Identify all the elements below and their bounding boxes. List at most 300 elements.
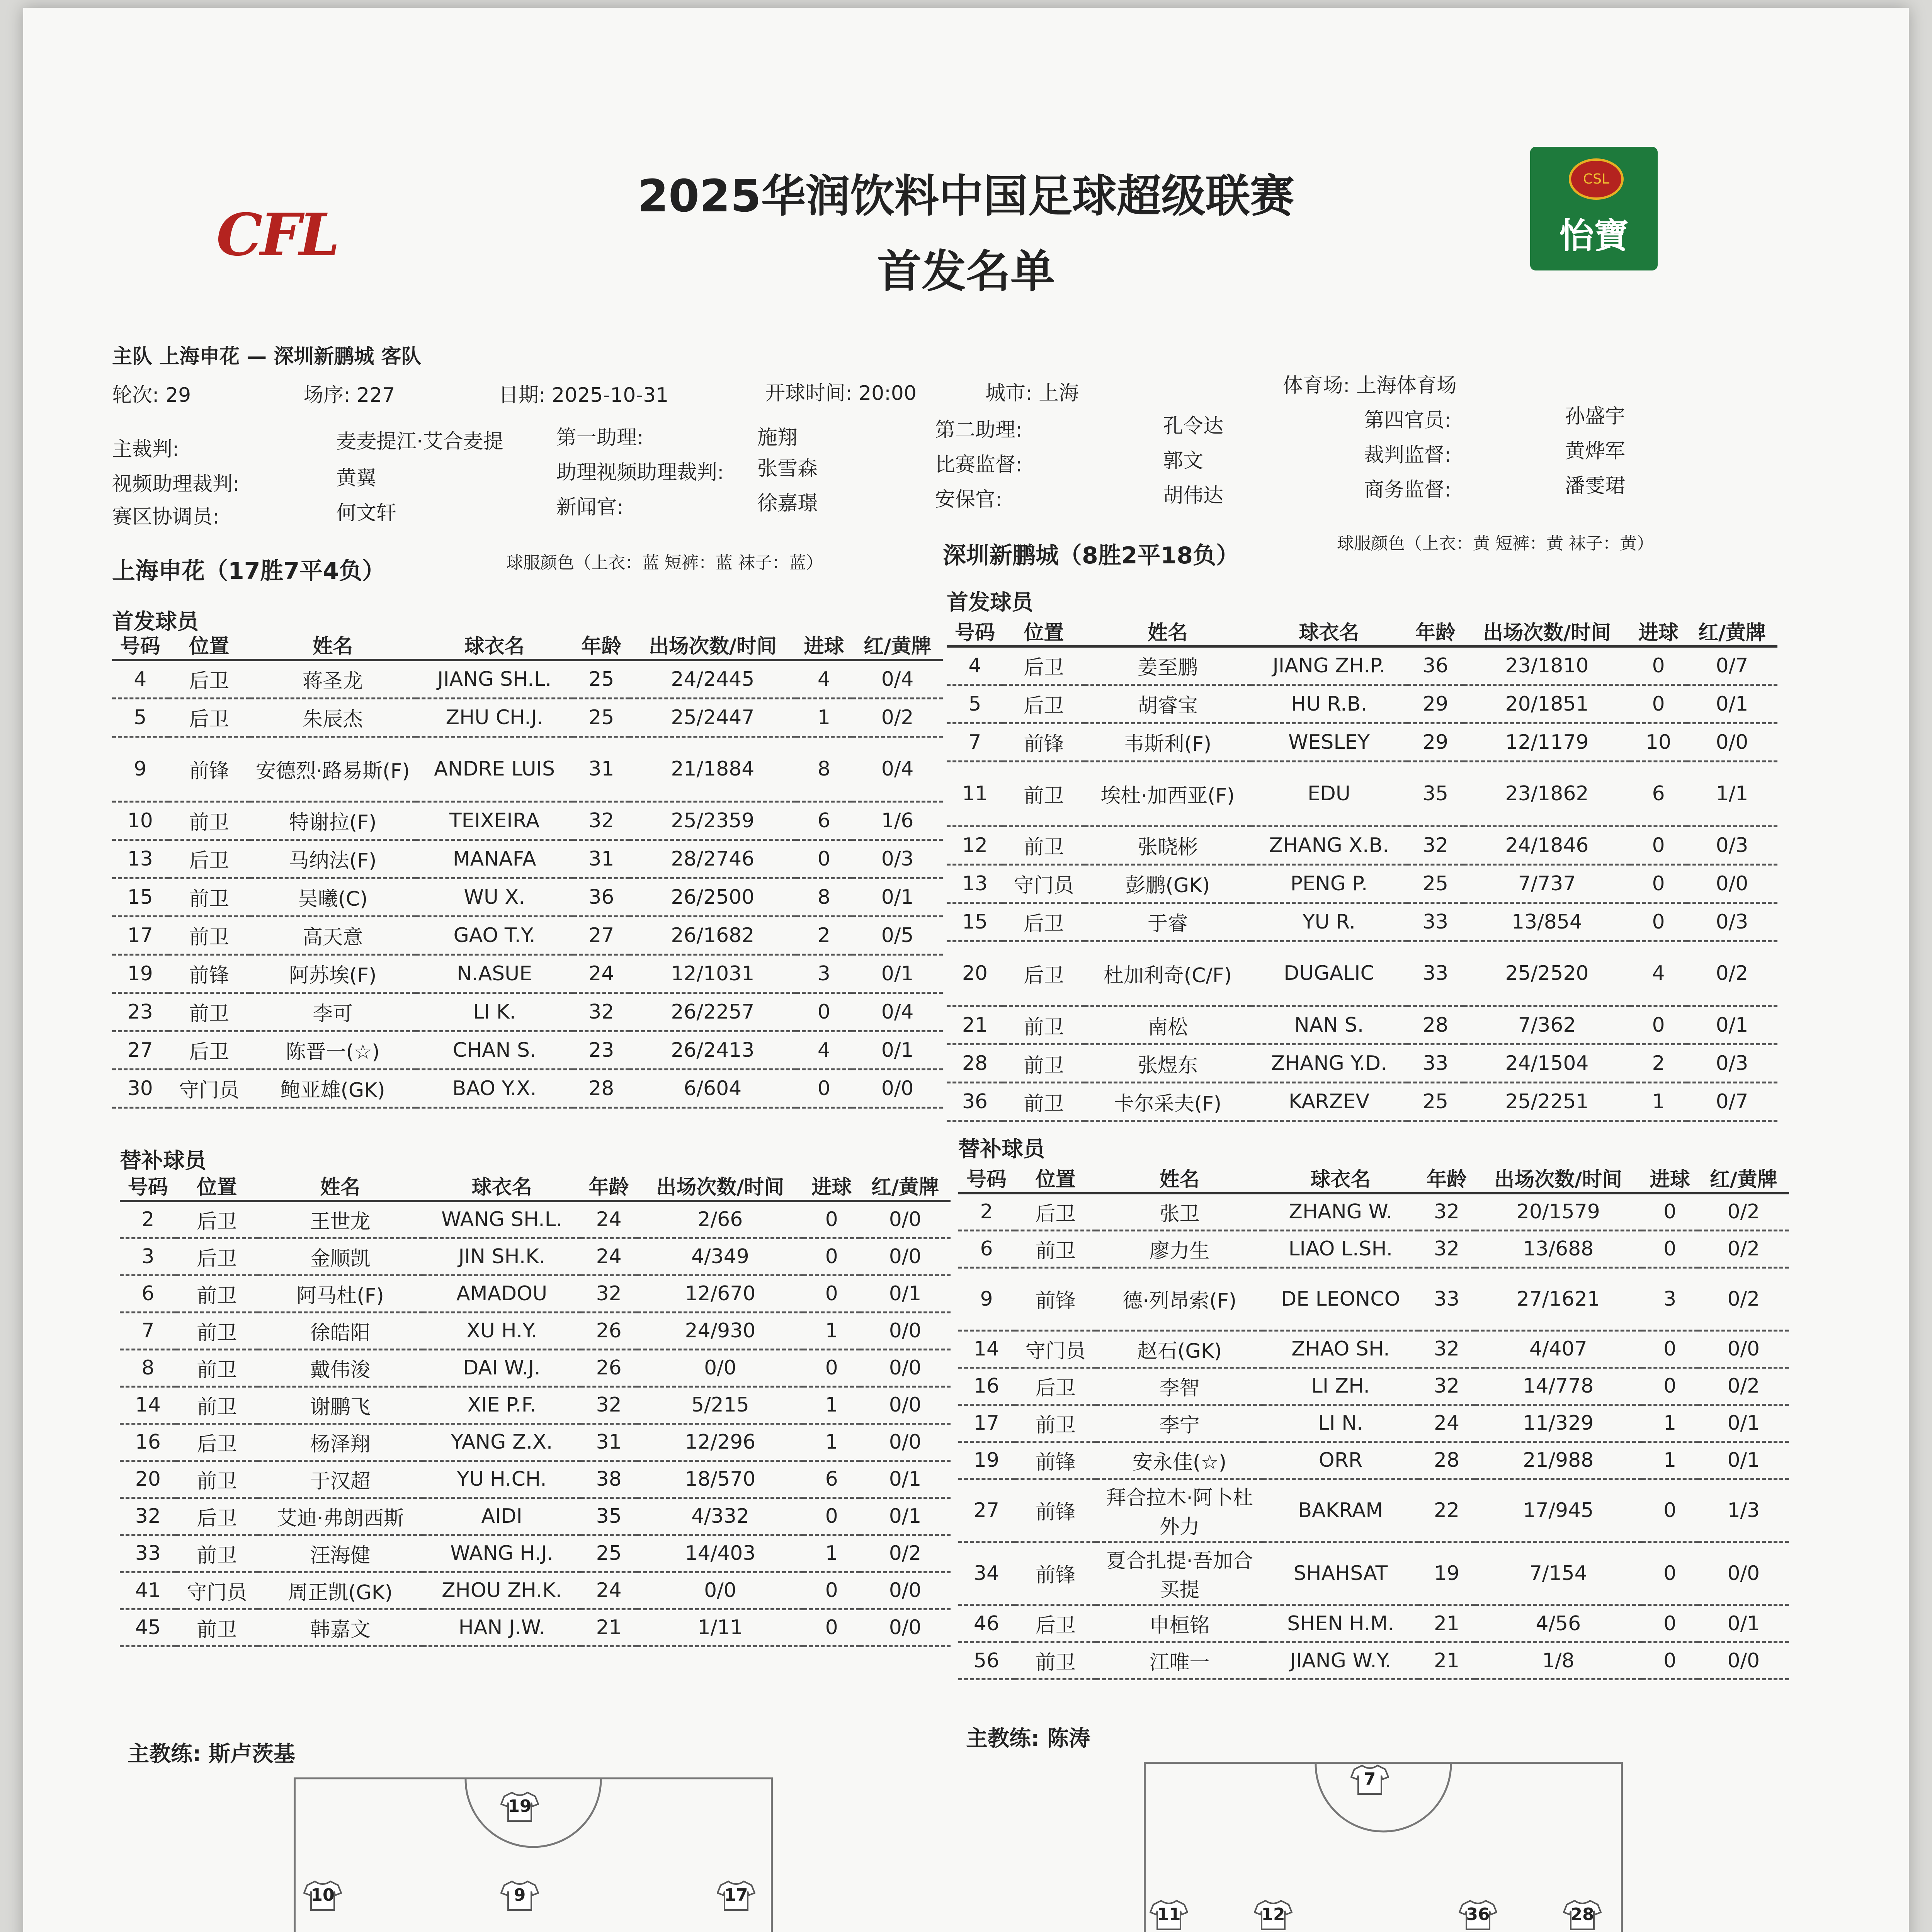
player-age: 32 bbox=[1418, 1367, 1475, 1405]
player-appearances: 25/2251 bbox=[1464, 1083, 1630, 1121]
official-label: 助理视频助理裁判: bbox=[556, 461, 724, 484]
player-number: 21 bbox=[947, 1006, 1003, 1044]
player-name: 高天意 bbox=[250, 916, 416, 954]
shirt-icon bbox=[1563, 1899, 1602, 1930]
player-goals: 0 bbox=[1642, 1193, 1698, 1230]
player-number: 2 bbox=[958, 1193, 1015, 1230]
player-cards: 0/0 bbox=[860, 1423, 951, 1461]
player-goals: 2 bbox=[796, 916, 852, 954]
player-age: 36 bbox=[1407, 646, 1464, 685]
table-row bbox=[958, 1442, 1789, 1479]
table-row bbox=[112, 993, 943, 1031]
home-starters-label: 首发球员 bbox=[112, 609, 199, 634]
player-appearances: 26/2500 bbox=[629, 878, 796, 916]
player-age: 21 bbox=[1418, 1642, 1475, 1679]
table-row bbox=[120, 1461, 951, 1498]
player-position: 后卫 bbox=[1003, 685, 1085, 723]
date-value: 2025-10-31 bbox=[552, 384, 669, 407]
column-header: 号码 bbox=[947, 616, 1003, 646]
date-label: 日期: bbox=[498, 384, 546, 407]
player-age: 26 bbox=[581, 1349, 637, 1386]
player-shirt-name: WANG SH.L. bbox=[423, 1201, 580, 1238]
player-appearances: 12/670 bbox=[637, 1275, 804, 1312]
official-label: 视频助理裁判: bbox=[112, 473, 240, 496]
player-goals: 6 bbox=[803, 1461, 860, 1498]
player-cards: 0/2 bbox=[860, 1535, 951, 1572]
player-goals: 0 bbox=[1630, 826, 1687, 864]
player-position: 守门员 bbox=[176, 1572, 258, 1609]
player-age: 29 bbox=[1407, 723, 1464, 761]
player-name: 杜加利奇(C/F) bbox=[1085, 941, 1251, 1006]
player-name: 胡睿宝 bbox=[1085, 685, 1251, 723]
player-appearances: 21/1884 bbox=[629, 736, 796, 801]
player-number: 16 bbox=[120, 1423, 176, 1461]
table-row bbox=[947, 826, 1777, 864]
player-name: 张晓彬 bbox=[1085, 826, 1251, 864]
player-age: 24 bbox=[1418, 1405, 1475, 1442]
player-number: 27 bbox=[112, 1031, 168, 1069]
player-name: 汪海健 bbox=[258, 1535, 423, 1572]
round-label: 轮次: bbox=[112, 384, 159, 407]
player-goals: 8 bbox=[796, 736, 852, 801]
player-age: 32 bbox=[1418, 1230, 1475, 1267]
player-number: 17 bbox=[958, 1405, 1015, 1442]
player-age: 28 bbox=[1407, 1006, 1464, 1044]
player-name: 埃杜·加西亚(F) bbox=[1085, 761, 1251, 826]
sheet-title: 首发名单 bbox=[877, 246, 1055, 298]
player-cards: 0/1 bbox=[860, 1498, 951, 1535]
player-number: 14 bbox=[958, 1330, 1015, 1367]
player-age: 31 bbox=[581, 1423, 637, 1461]
player-age: 31 bbox=[573, 736, 629, 801]
table-row bbox=[120, 1498, 951, 1535]
player-number: 7 bbox=[947, 723, 1003, 761]
column-header: 进球 bbox=[1630, 616, 1687, 646]
player-cards: 0/2 bbox=[1698, 1193, 1789, 1230]
player-shirt-name: YU R. bbox=[1251, 903, 1407, 941]
player-age: 32 bbox=[581, 1386, 637, 1423]
player-name: 李可 bbox=[250, 993, 416, 1031]
player-shirt-name: KARZEV bbox=[1251, 1083, 1407, 1121]
player-appearances: 21/988 bbox=[1475, 1442, 1642, 1479]
player-age: 19 bbox=[1418, 1542, 1475, 1605]
player-shirt-name: AIDI bbox=[423, 1498, 580, 1535]
player-appearances: 6/604 bbox=[629, 1069, 796, 1107]
player-goals: 0 bbox=[803, 1201, 860, 1238]
away-coach: 陈涛 bbox=[1047, 1726, 1090, 1751]
player-shirt-name: BAKRAM bbox=[1263, 1479, 1418, 1542]
player-goals: 0 bbox=[1630, 646, 1687, 685]
player-name: 特谢拉(F) bbox=[250, 801, 416, 840]
kickoff-value: 20:00 bbox=[859, 382, 917, 405]
shirt-number: 17 bbox=[724, 1885, 748, 1905]
player-name: 韩嘉文 bbox=[258, 1609, 423, 1646]
official-label: 主裁判: bbox=[112, 438, 179, 461]
column-header: 球衣名 bbox=[423, 1171, 580, 1201]
player-goals: 1 bbox=[803, 1535, 860, 1572]
player-number: 27 bbox=[958, 1479, 1015, 1542]
player-name: 谢鹏飞 bbox=[258, 1386, 423, 1423]
table-row bbox=[947, 685, 1777, 723]
player-shirt-name: CHAN S. bbox=[416, 1031, 573, 1069]
player-position: 前卫 bbox=[1015, 1230, 1096, 1267]
table-row bbox=[958, 1605, 1789, 1642]
player-number: 19 bbox=[112, 954, 168, 993]
player-cards: 0/0 bbox=[860, 1386, 951, 1423]
player-position: 前锋 bbox=[1003, 723, 1085, 761]
player-number: 34 bbox=[958, 1542, 1015, 1605]
table-row bbox=[947, 1044, 1777, 1083]
match-no-label: 场序: bbox=[303, 384, 350, 407]
player-cards: 0/1 bbox=[852, 954, 943, 993]
player-appearances: 14/778 bbox=[1475, 1367, 1642, 1405]
player-cards: 0/4 bbox=[852, 993, 943, 1031]
player-name: 阿马杜(F) bbox=[258, 1275, 423, 1312]
player-shirt-name: WESLEY bbox=[1251, 723, 1407, 761]
player-cards: 0/0 bbox=[1698, 1542, 1789, 1605]
player-shirt-name: TEIXEIRA bbox=[416, 801, 573, 840]
player-number: 56 bbox=[958, 1642, 1015, 1679]
player-number: 2 bbox=[120, 1201, 176, 1238]
player-shirt-name: N.ASUE bbox=[416, 954, 573, 993]
table-row bbox=[120, 1201, 951, 1238]
player-number: 16 bbox=[958, 1367, 1015, 1405]
player-position: 后卫 bbox=[1003, 646, 1085, 685]
player-shirt-name: ZHU CH.J. bbox=[416, 698, 573, 736]
table-row bbox=[947, 1006, 1777, 1044]
player-goals: 2 bbox=[1630, 1044, 1687, 1083]
table-row bbox=[958, 1367, 1789, 1405]
player-name: 韦斯利(F) bbox=[1085, 723, 1251, 761]
player-appearances: 12/1179 bbox=[1464, 723, 1630, 761]
official-label: 第四官员: bbox=[1364, 409, 1451, 432]
player-name: 鲍亚雄(GK) bbox=[250, 1069, 416, 1107]
player-goals: 0 bbox=[1642, 1542, 1698, 1605]
player-name: 陈晋一(☆) bbox=[250, 1031, 416, 1069]
player-number: 4 bbox=[947, 646, 1003, 685]
player-cards: 0/1 bbox=[1698, 1605, 1789, 1642]
city-value: 上海 bbox=[1039, 382, 1079, 405]
player-goals: 0 bbox=[803, 1498, 860, 1535]
player-age: 36 bbox=[573, 878, 629, 916]
player-goals: 0 bbox=[1630, 1006, 1687, 1044]
player-cards: 0/5 bbox=[852, 916, 943, 954]
table-row bbox=[120, 1312, 951, 1349]
player-appearances: 23/1810 bbox=[1464, 646, 1630, 685]
player-number: 46 bbox=[958, 1605, 1015, 1642]
column-header: 姓名 bbox=[1085, 616, 1251, 646]
player-appearances: 11/329 bbox=[1475, 1405, 1642, 1442]
table-row bbox=[958, 1479, 1789, 1542]
column-header: 号码 bbox=[112, 630, 168, 660]
player-appearances: 4/56 bbox=[1475, 1605, 1642, 1642]
home-team-header: 上海申花（17胜7平4负） bbox=[112, 558, 385, 585]
player-position: 后卫 bbox=[1015, 1367, 1096, 1405]
player-shirt-name: DAI W.J. bbox=[423, 1349, 580, 1386]
player-age: 24 bbox=[581, 1572, 637, 1609]
player-appearances: 18/570 bbox=[637, 1461, 804, 1498]
player-cards: 0/1 bbox=[1698, 1442, 1789, 1479]
player-age: 32 bbox=[581, 1275, 637, 1312]
away-coach-label: 主教练: bbox=[966, 1726, 1040, 1751]
table-row bbox=[120, 1535, 951, 1572]
match-no-value: 227 bbox=[357, 384, 395, 407]
player-age: 35 bbox=[581, 1498, 637, 1535]
player-position: 后卫 bbox=[168, 1031, 250, 1069]
player-appearances: 24/930 bbox=[637, 1312, 804, 1349]
player-number: 9 bbox=[958, 1267, 1015, 1330]
player-cards: 0/1 bbox=[1687, 685, 1777, 723]
player-number: 4 bbox=[112, 660, 168, 698]
player-cards: 0/2 bbox=[1687, 941, 1777, 1006]
player-cards: 0/3 bbox=[1687, 1044, 1777, 1083]
table-row bbox=[112, 801, 943, 840]
player-goals: 1 bbox=[803, 1386, 860, 1423]
away-kit-colors: 球服颜色（上衣：黄 短裤：黄 袜子：黄） bbox=[1337, 534, 1654, 553]
table-row bbox=[120, 1572, 951, 1609]
player-position: 前卫 bbox=[168, 801, 250, 840]
official-name: 黄翼 bbox=[336, 467, 377, 490]
player-position: 前锋 bbox=[168, 954, 250, 993]
player-position: 前卫 bbox=[168, 878, 250, 916]
player-appearances: 13/688 bbox=[1475, 1230, 1642, 1267]
round-value: 29 bbox=[165, 384, 191, 407]
official-label: 安保官: bbox=[935, 488, 1002, 511]
table-row bbox=[947, 723, 1777, 761]
official-name: 胡伟达 bbox=[1163, 484, 1224, 507]
player-cards: 0/1 bbox=[852, 1031, 943, 1069]
player-shirt-name: XIE P.F. bbox=[423, 1386, 580, 1423]
player-name: 朱辰杰 bbox=[250, 698, 416, 736]
shirt-number: 19 bbox=[508, 1796, 532, 1816]
official-label: 比赛监督: bbox=[935, 453, 1022, 476]
player-shirt-name: WANG H.J. bbox=[423, 1535, 580, 1572]
player-cards: 0/0 bbox=[1687, 864, 1777, 903]
player-position: 前卫 bbox=[1015, 1642, 1096, 1679]
player-number: 15 bbox=[947, 903, 1003, 941]
player-name: 申桓铭 bbox=[1096, 1605, 1262, 1642]
player-name: 周正凯(GK) bbox=[258, 1572, 423, 1609]
column-header: 号码 bbox=[958, 1163, 1015, 1193]
player-position: 后卫 bbox=[168, 660, 250, 698]
player-shirt-name: WU X. bbox=[416, 878, 573, 916]
player-position: 前卫 bbox=[168, 916, 250, 954]
home-kit-colors: 球服颜色（上衣：蓝 短裤：蓝 袜子：蓝） bbox=[506, 553, 823, 573]
player-shirt-name: BAO Y.X. bbox=[416, 1069, 573, 1107]
player-position: 前锋 bbox=[1015, 1479, 1096, 1542]
player-name: 廖力生 bbox=[1096, 1230, 1262, 1267]
cfl-logo: CFL bbox=[216, 201, 338, 269]
player-shirt-name: ORR bbox=[1263, 1442, 1418, 1479]
player-goals: 0 bbox=[803, 1349, 860, 1386]
player-cards: 0/0 bbox=[1698, 1642, 1789, 1679]
stadium-value: 上海体育场 bbox=[1356, 374, 1457, 397]
player-position: 前卫 bbox=[176, 1312, 258, 1349]
player-name: 拜合拉木·阿卜杜外力 bbox=[1096, 1479, 1262, 1542]
player-cards: 0/1 bbox=[852, 878, 943, 916]
player-shirt-name: JIANG SH.L. bbox=[416, 660, 573, 698]
player-goals: 3 bbox=[796, 954, 852, 993]
home-starters-table bbox=[112, 630, 943, 1109]
player-appearances: 17/945 bbox=[1475, 1479, 1642, 1542]
away-subs-table bbox=[958, 1163, 1789, 1680]
official-name: 张雪森 bbox=[757, 457, 818, 480]
table-row bbox=[112, 736, 943, 801]
table-row bbox=[958, 1642, 1789, 1679]
player-name: 江唯一 bbox=[1096, 1642, 1262, 1679]
player-goals: 3 bbox=[1642, 1267, 1698, 1330]
player-age: 21 bbox=[1418, 1605, 1475, 1642]
player-shirt-name: ZHANG X.B. bbox=[1251, 826, 1407, 864]
player-cards: 0/0 bbox=[860, 1349, 951, 1386]
shirt-number: 36 bbox=[1466, 1905, 1490, 1924]
player-number: 45 bbox=[120, 1609, 176, 1646]
player-number: 20 bbox=[120, 1461, 176, 1498]
column-header: 出场次数/时间 bbox=[629, 630, 796, 660]
player-appearances: 1/8 bbox=[1475, 1642, 1642, 1679]
player-age: 32 bbox=[1418, 1330, 1475, 1367]
player-cards: 0/0 bbox=[860, 1312, 951, 1349]
player-position: 后卫 bbox=[1003, 941, 1085, 1006]
player-position: 前锋 bbox=[1015, 1267, 1096, 1330]
player-number: 36 bbox=[947, 1083, 1003, 1121]
player-shirt-name: SHAHSAT bbox=[1263, 1542, 1418, 1605]
player-goals: 1 bbox=[1630, 1083, 1687, 1121]
table-row bbox=[958, 1405, 1789, 1442]
column-header: 球衣名 bbox=[1251, 616, 1407, 646]
table-row bbox=[947, 1083, 1777, 1121]
player-number: 14 bbox=[120, 1386, 176, 1423]
shirt-icon bbox=[500, 1791, 539, 1822]
column-header: 进球 bbox=[1642, 1163, 1698, 1193]
player-cards: 0/3 bbox=[1687, 826, 1777, 864]
player-number: 13 bbox=[947, 864, 1003, 903]
table-row bbox=[120, 1349, 951, 1386]
player-goals: 1 bbox=[796, 698, 852, 736]
player-appearances: 7/737 bbox=[1464, 864, 1630, 903]
player-shirt-name: SHEN H.M. bbox=[1263, 1605, 1418, 1642]
table-row bbox=[112, 878, 943, 916]
player-position: 后卫 bbox=[168, 840, 250, 878]
player-cards: 0/0 bbox=[860, 1238, 951, 1275]
player-number: 12 bbox=[947, 826, 1003, 864]
player-cards: 0/4 bbox=[852, 736, 943, 801]
player-shirt-name: LI K. bbox=[416, 993, 573, 1031]
player-shirt-name: LI N. bbox=[1263, 1405, 1418, 1442]
player-cards: 1/3 bbox=[1698, 1479, 1789, 1542]
shirt-number: 9 bbox=[514, 1885, 526, 1905]
player-number: 6 bbox=[958, 1230, 1015, 1267]
table-row bbox=[112, 698, 943, 736]
player-shirt-name: AMADOU bbox=[423, 1275, 580, 1312]
player-appearances: 0/0 bbox=[637, 1349, 804, 1386]
column-header: 出场次数/时间 bbox=[1475, 1163, 1642, 1193]
player-number: 23 bbox=[112, 993, 168, 1031]
table-row bbox=[120, 1275, 951, 1312]
player-number: 9 bbox=[112, 736, 168, 801]
player-position: 后卫 bbox=[176, 1423, 258, 1461]
player-shirt-name: DUGALIC bbox=[1251, 941, 1407, 1006]
player-position: 守门员 bbox=[1003, 864, 1085, 903]
player-appearances: 26/2257 bbox=[629, 993, 796, 1031]
player-appearances: 28/2746 bbox=[629, 840, 796, 878]
player-appearances: 20/1851 bbox=[1464, 685, 1630, 723]
player-age: 35 bbox=[1407, 761, 1464, 826]
table-row bbox=[120, 1386, 951, 1423]
shirt-number: 7 bbox=[1364, 1769, 1376, 1789]
player-name: 李宁 bbox=[1096, 1405, 1262, 1442]
player-goals: 1 bbox=[803, 1423, 860, 1461]
player-age: 38 bbox=[581, 1461, 637, 1498]
table-row bbox=[947, 864, 1777, 903]
shirt-number: 10 bbox=[311, 1885, 335, 1905]
teams-line: 主队 上海申花 — 深圳新鹏城 客队 bbox=[112, 345, 422, 368]
player-appearances: 5/215 bbox=[637, 1386, 804, 1423]
official-name: 施翔 bbox=[757, 426, 798, 449]
table-row bbox=[947, 903, 1777, 941]
player-goals: 0 bbox=[1642, 1479, 1698, 1542]
column-header: 红/黄牌 bbox=[1698, 1163, 1789, 1193]
official-label: 新闻官: bbox=[556, 496, 624, 519]
player-cards: 0/0 bbox=[860, 1201, 951, 1238]
away-starters-label: 首发球员 bbox=[947, 590, 1033, 615]
player-position: 守门员 bbox=[1015, 1330, 1096, 1367]
column-header: 红/黄牌 bbox=[852, 630, 943, 660]
home-formation-pitch bbox=[294, 1777, 773, 1932]
player-goals: 0 bbox=[803, 1572, 860, 1609]
player-age: 25 bbox=[1407, 864, 1464, 903]
player-appearances: 13/854 bbox=[1464, 903, 1630, 941]
stadium-label: 体育场: bbox=[1283, 374, 1350, 397]
shirt-icon bbox=[1459, 1899, 1497, 1930]
player-number: 20 bbox=[947, 941, 1003, 1006]
player-shirt-name: NAN S. bbox=[1251, 1006, 1407, 1044]
player-cards: 0/2 bbox=[1698, 1367, 1789, 1405]
official-name: 孙盛宇 bbox=[1565, 405, 1626, 428]
official-name: 徐嘉璟 bbox=[757, 492, 818, 515]
player-age: 33 bbox=[1407, 941, 1464, 1006]
column-header: 位置 bbox=[1003, 616, 1085, 646]
shirt-number: 12 bbox=[1261, 1905, 1285, 1924]
column-header: 球衣名 bbox=[416, 630, 573, 660]
player-position: 前卫 bbox=[176, 1461, 258, 1498]
player-appearances: 12/296 bbox=[637, 1423, 804, 1461]
player-number: 33 bbox=[120, 1535, 176, 1572]
column-header: 进球 bbox=[796, 630, 852, 660]
player-appearances: 25/2447 bbox=[629, 698, 796, 736]
table-row bbox=[120, 1238, 951, 1275]
column-header: 年龄 bbox=[1418, 1163, 1475, 1193]
player-goals: 0 bbox=[796, 1069, 852, 1107]
column-header: 红/黄牌 bbox=[1687, 616, 1777, 646]
player-appearances: 14/403 bbox=[637, 1535, 804, 1572]
player-age: 23 bbox=[573, 1031, 629, 1069]
player-goals: 4 bbox=[796, 660, 852, 698]
player-age: 25 bbox=[1407, 1083, 1464, 1121]
official-name: 黄烨军 bbox=[1565, 440, 1626, 463]
player-appearances: 25/2359 bbox=[629, 801, 796, 840]
player-cards: 0/3 bbox=[852, 840, 943, 878]
player-shirt-name: ZHOU ZH.K. bbox=[423, 1572, 580, 1609]
player-cards: 0/2 bbox=[1698, 1230, 1789, 1267]
player-number: 5 bbox=[112, 698, 168, 736]
player-cards: 0/1 bbox=[860, 1275, 951, 1312]
player-name: 安德烈·路易斯(F) bbox=[250, 736, 416, 801]
player-goals: 0 bbox=[1642, 1367, 1698, 1405]
player-age: 28 bbox=[573, 1069, 629, 1107]
player-goals: 0 bbox=[1642, 1642, 1698, 1679]
table-row bbox=[112, 840, 943, 878]
